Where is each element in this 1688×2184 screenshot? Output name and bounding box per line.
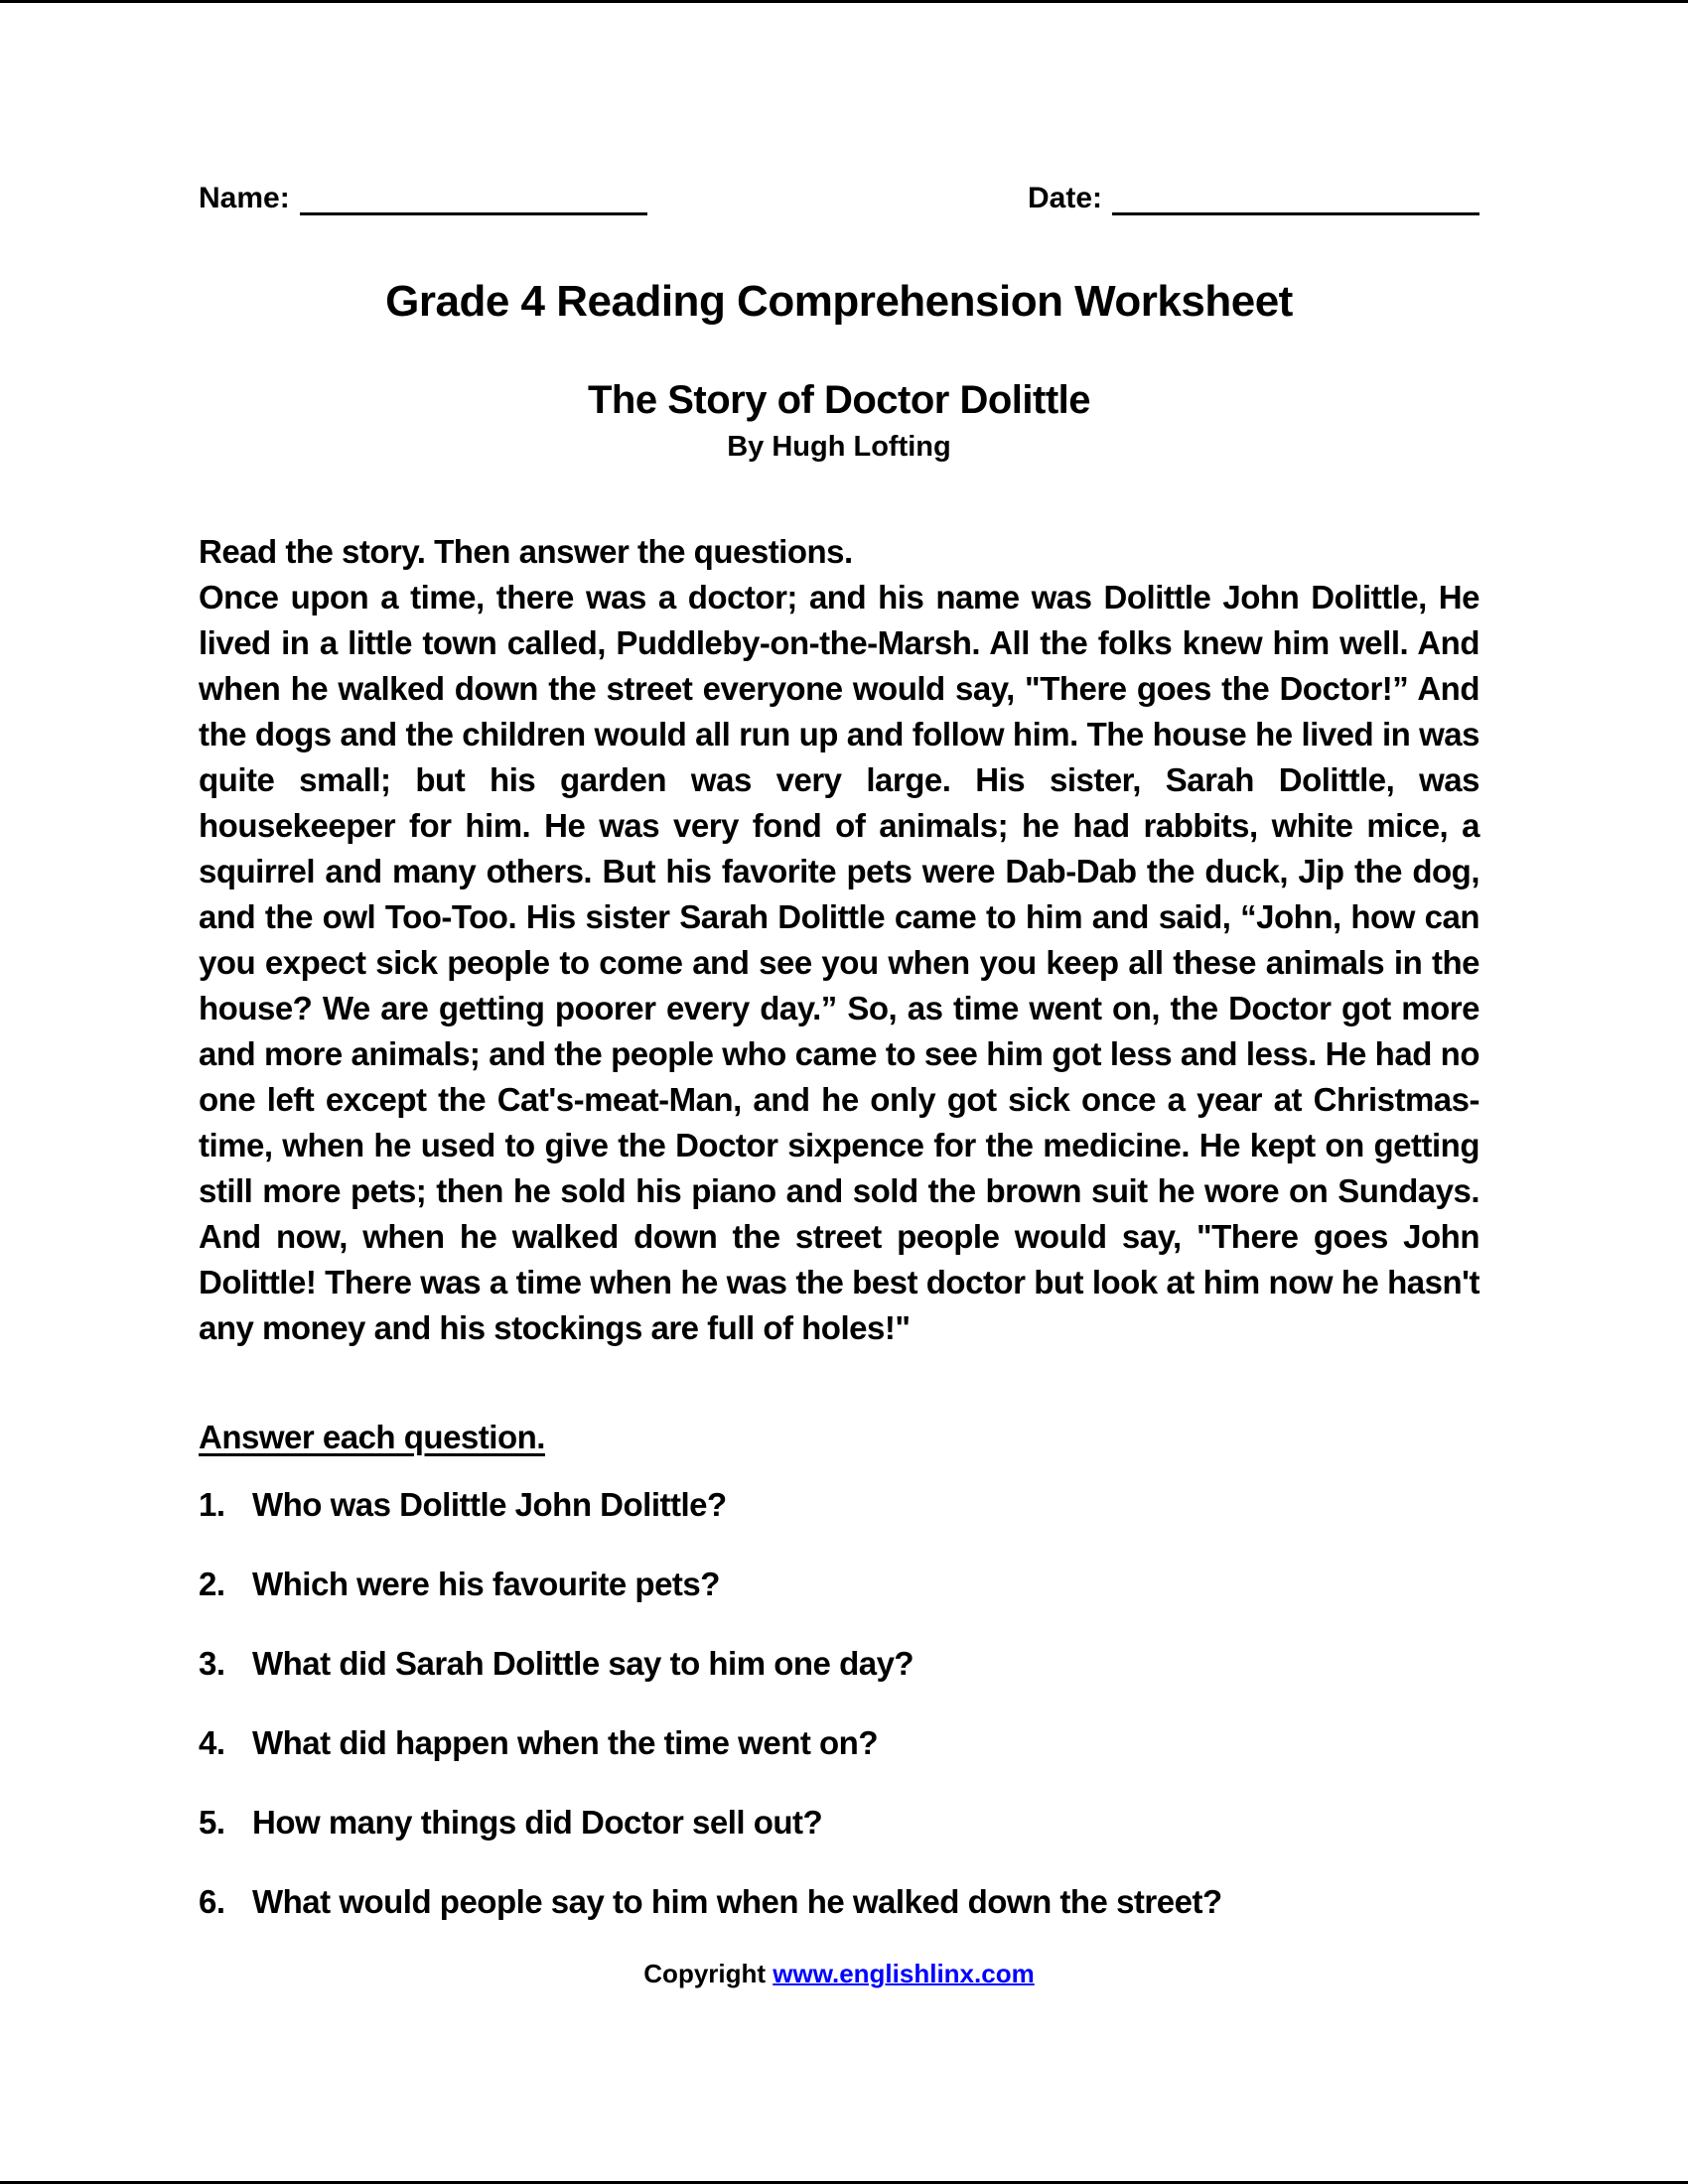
question-number: 1. [199,1486,225,1523]
question-text: What would people say to him when he walked down the street? [252,1883,1222,1920]
copyright-link[interactable]: www.englishlinx.com [773,1959,1035,1988]
questions-list [199,1482,1479,1925]
question-item-1 [199,1482,1479,1528]
name-date-row [199,182,1479,215]
question-item-6 [199,1879,1479,1925]
question-text: Who was Dolittle John Dolittle? [252,1486,727,1523]
story-byline: By Hugh Lofting [727,431,951,463]
story-title: The Story of Doctor Dolittle [588,378,1090,422]
question-item-4 [199,1720,1479,1766]
name-field [199,182,647,215]
question-text: What did Sarah Dolittle say to him one day? [252,1645,914,1682]
question-text: Which were his favourite pets? [252,1566,720,1602]
name-label: Name: [199,182,290,214]
questions-heading: Answer each question. [199,1419,545,1455]
question-item-3 [199,1641,1479,1687]
name-blank-line [300,183,647,215]
footer [199,1959,1479,1989]
question-number: 4. [199,1724,225,1761]
question-text: How many things did Doctor sell out? [252,1804,823,1841]
story-text: Once upon a time, there was a doctor; and his name was Dolittle John Dolittle, He lived in a little town called, Puddleby-on-the-Marsh. All the folks knew him well. And when he walked down the street everyone would say, "There goes the Doctor!” And the dogs and the children would all run up and follow him. The house he lived in was quite small; but his garden was very large. His sister, Sarah Dolittle, was housekeeper for him. He was very fond of animals; he had rabbits, white mice, a squirrel and many others. But his favorite pets were Dab-Dab the duck, Jip the dog, and the owl Too-Too. His sister Sarah Dolittle came to him and said, “John, how can you expect sick people to come and see you when you keep all these animals in the house? We are getting poorer every day.” So, as time went on, the Doctor got more and more animals; and the people who came to see him got less and less. He had no one left except the Cat's-meat-Man, and he only got sick once a year at Christmas-time, when he used to give the Doctor sixpence for the medicine. He kept on getting still more pets; then he sold his piano and sold the brown suit he wore on Sundays. And now, when he walked down the street people would say, "There goes John Dolittle! There was a time when he was the best doctor but look at him now he hasn't any money and his stockings are full of holes!" [199,579,1479,1346]
question-item-2 [199,1562,1479,1607]
question-number: 5. [199,1804,225,1841]
question-number: 3. [199,1645,225,1682]
story-instructions: Read the story. Then answer the questions. [199,533,853,570]
question-number: 2. [199,1566,225,1602]
question-item-5 [199,1800,1479,1845]
date-label: Date: [1027,182,1102,214]
date-blank-line [1112,183,1479,215]
question-number: 6. [199,1883,225,1920]
page-title: Grade 4 Reading Comprehension Worksheet [385,277,1293,326]
copyright-label: Copyright [643,1959,767,1988]
date-field [1028,182,1479,215]
question-text: What did happen when the time went on? [252,1724,878,1761]
